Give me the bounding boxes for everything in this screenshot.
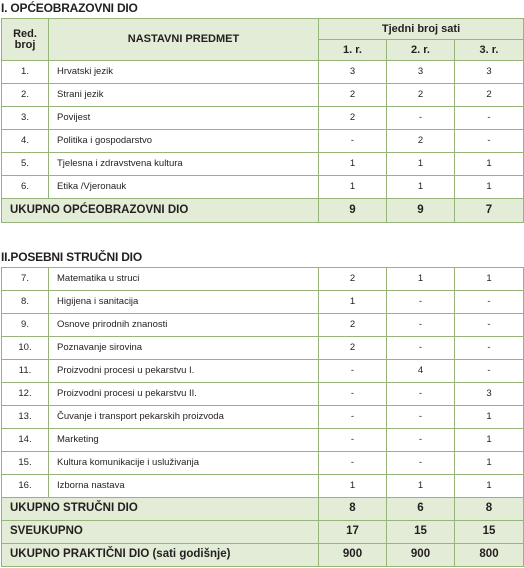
total-label: UKUPNO STRUČNI DIO [2,498,319,521]
total-row [2,498,524,521]
row-number: 1. [2,61,49,84]
row-number: 13. [2,406,49,429]
hours-year-2: - [387,429,455,452]
hours-year-1: - [319,406,387,429]
hours-year-3: 1 [455,452,524,475]
total-year-2: 15 [387,521,455,544]
practical-total-row [2,544,524,567]
hours-year-3: - [455,314,524,337]
subject-name: Kultura komunikacije i usluživanja [49,452,319,475]
subject-name: Higijena i sanitacija [49,291,319,314]
subject-name: Matematika u struci [49,268,319,291]
hours-year-2: 1 [387,176,455,199]
row-number: 2. [2,84,49,107]
row-number: 6. [2,176,49,199]
ordinal-header-line-1: Red. [13,27,37,40]
hours-year-3: 1 [455,153,524,176]
hours-year-2: 2 [387,84,455,107]
table-row [2,291,524,314]
weekly-hours-header: Tjedni broj sati [319,19,524,40]
subject-name: Marketing [49,429,319,452]
hours-year-2: - [387,337,455,360]
subject-name: Politika i gospodarstvo [49,130,319,153]
hours-year-1: - [319,383,387,406]
table-row [2,314,524,337]
hours-year-1: 1 [319,475,387,498]
hours-year-2: 1 [387,475,455,498]
ordinal-number-header [2,19,49,61]
total-year-1: 9 [319,199,387,223]
hours-year-2: - [387,406,455,429]
hours-year-2: - [387,383,455,406]
table-row [2,84,524,107]
row-number: 3. [2,107,49,130]
hours-year-2: - [387,452,455,475]
table-row [2,429,524,452]
row-number: 14. [2,429,49,452]
table-row [2,337,524,360]
total-row [2,199,524,223]
hours-year-1: 2 [319,314,387,337]
total-year-2: 6 [387,498,455,521]
row-number: 10. [2,337,49,360]
hours-year-3: - [455,291,524,314]
subject-name: Povijest [49,107,319,130]
total-label: UKUPNO PRAKTIČNI DIO (sati godišnje) [2,544,319,567]
table-row [2,107,524,130]
subject-name: Izborna nastava [49,475,319,498]
hours-year-2: 4 [387,360,455,383]
subject-name: Čuvanje i transport pekarskih proizvoda [49,406,319,429]
hours-year-3: 2 [455,84,524,107]
hours-year-2: 2 [387,130,455,153]
section-2-title: II.POSEBNI STRUČNI DIO [1,250,142,264]
hours-year-2: - [387,107,455,130]
subject-name: Proizvodni procesi u pekarstvu II. [49,383,319,406]
table-row [2,61,524,84]
total-year-1: 900 [319,544,387,567]
hours-year-1: 3 [319,61,387,84]
subject-header: NASTAVNI PREDMET [49,19,319,61]
table-row [2,153,524,176]
hours-year-1: 2 [319,107,387,130]
row-number: 15. [2,452,49,475]
hours-year-1: - [319,429,387,452]
hours-year-3: - [455,360,524,383]
hours-year-3: - [455,107,524,130]
total-year-3: 15 [455,521,524,544]
hours-year-1: 1 [319,153,387,176]
row-number: 5. [2,153,49,176]
subject-name: Etika /Vjeronauk [49,176,319,199]
row-number: 9. [2,314,49,337]
hours-year-3: - [455,337,524,360]
hours-year-1: 2 [319,268,387,291]
hours-year-3: - [455,130,524,153]
table-row [2,452,524,475]
table-row [2,176,524,199]
total-year-2: 900 [387,544,455,567]
year-1-header: 1. r. [319,40,387,61]
row-number: 4. [2,130,49,153]
hours-year-3: 1 [455,406,524,429]
hours-year-1: - [319,452,387,475]
total-year-2: 9 [387,199,455,223]
total-year-1: 8 [319,498,387,521]
row-number: 7. [2,268,49,291]
hours-year-3: 1 [455,429,524,452]
section-1-title: I. OPĆEOBRAZOVNI DIO [1,1,138,15]
row-number: 11. [2,360,49,383]
ordinal-header-line-2: broj [14,38,36,51]
year-2-header: 2. r. [387,40,455,61]
subject-name: Strani jezik [49,84,319,107]
total-label: SVEUKUPNO [2,521,319,544]
table-row [2,475,524,498]
hours-year-1: 1 [319,291,387,314]
hours-year-1: 2 [319,84,387,107]
row-number: 8. [2,291,49,314]
hours-year-2: - [387,314,455,337]
table-row [2,268,524,291]
table-row [2,130,524,153]
hours-year-2: - [387,291,455,314]
hours-year-1: 1 [319,176,387,199]
vocational-table [1,267,524,567]
row-number: 16. [2,475,49,498]
hours-year-2: 1 [387,268,455,291]
total-year-1: 17 [319,521,387,544]
general-education-table [1,18,524,223]
total-year-3: 7 [455,199,524,223]
subject-name: Tjelesna i zdravstvena kultura [49,153,319,176]
hours-year-2: 3 [387,61,455,84]
hours-year-1: 2 [319,337,387,360]
subject-name: Osnove prirodnih znanosti [49,314,319,337]
hours-year-3: 3 [455,61,524,84]
total-year-3: 8 [455,498,524,521]
total-year-3: 800 [455,544,524,567]
table-row [2,406,524,429]
year-3-header: 3. r. [455,40,524,61]
table-row [2,383,524,406]
hours-year-3: 1 [455,268,524,291]
subject-name: Poznavanje sirovina [49,337,319,360]
row-number: 12. [2,383,49,406]
hours-year-3: 1 [455,176,524,199]
hours-year-3: 1 [455,475,524,498]
hours-year-2: 1 [387,153,455,176]
table-row [2,360,524,383]
total-label: UKUPNO OPĆEOBRAZOVNI DIO [2,199,319,223]
hours-year-1: - [319,130,387,153]
hours-year-3: 3 [455,383,524,406]
subject-name: Proizvodni procesi u pekarstvu I. [49,360,319,383]
hours-year-1: - [319,360,387,383]
subject-name: Hrvatski jezik [49,61,319,84]
grand-total-row [2,521,524,544]
